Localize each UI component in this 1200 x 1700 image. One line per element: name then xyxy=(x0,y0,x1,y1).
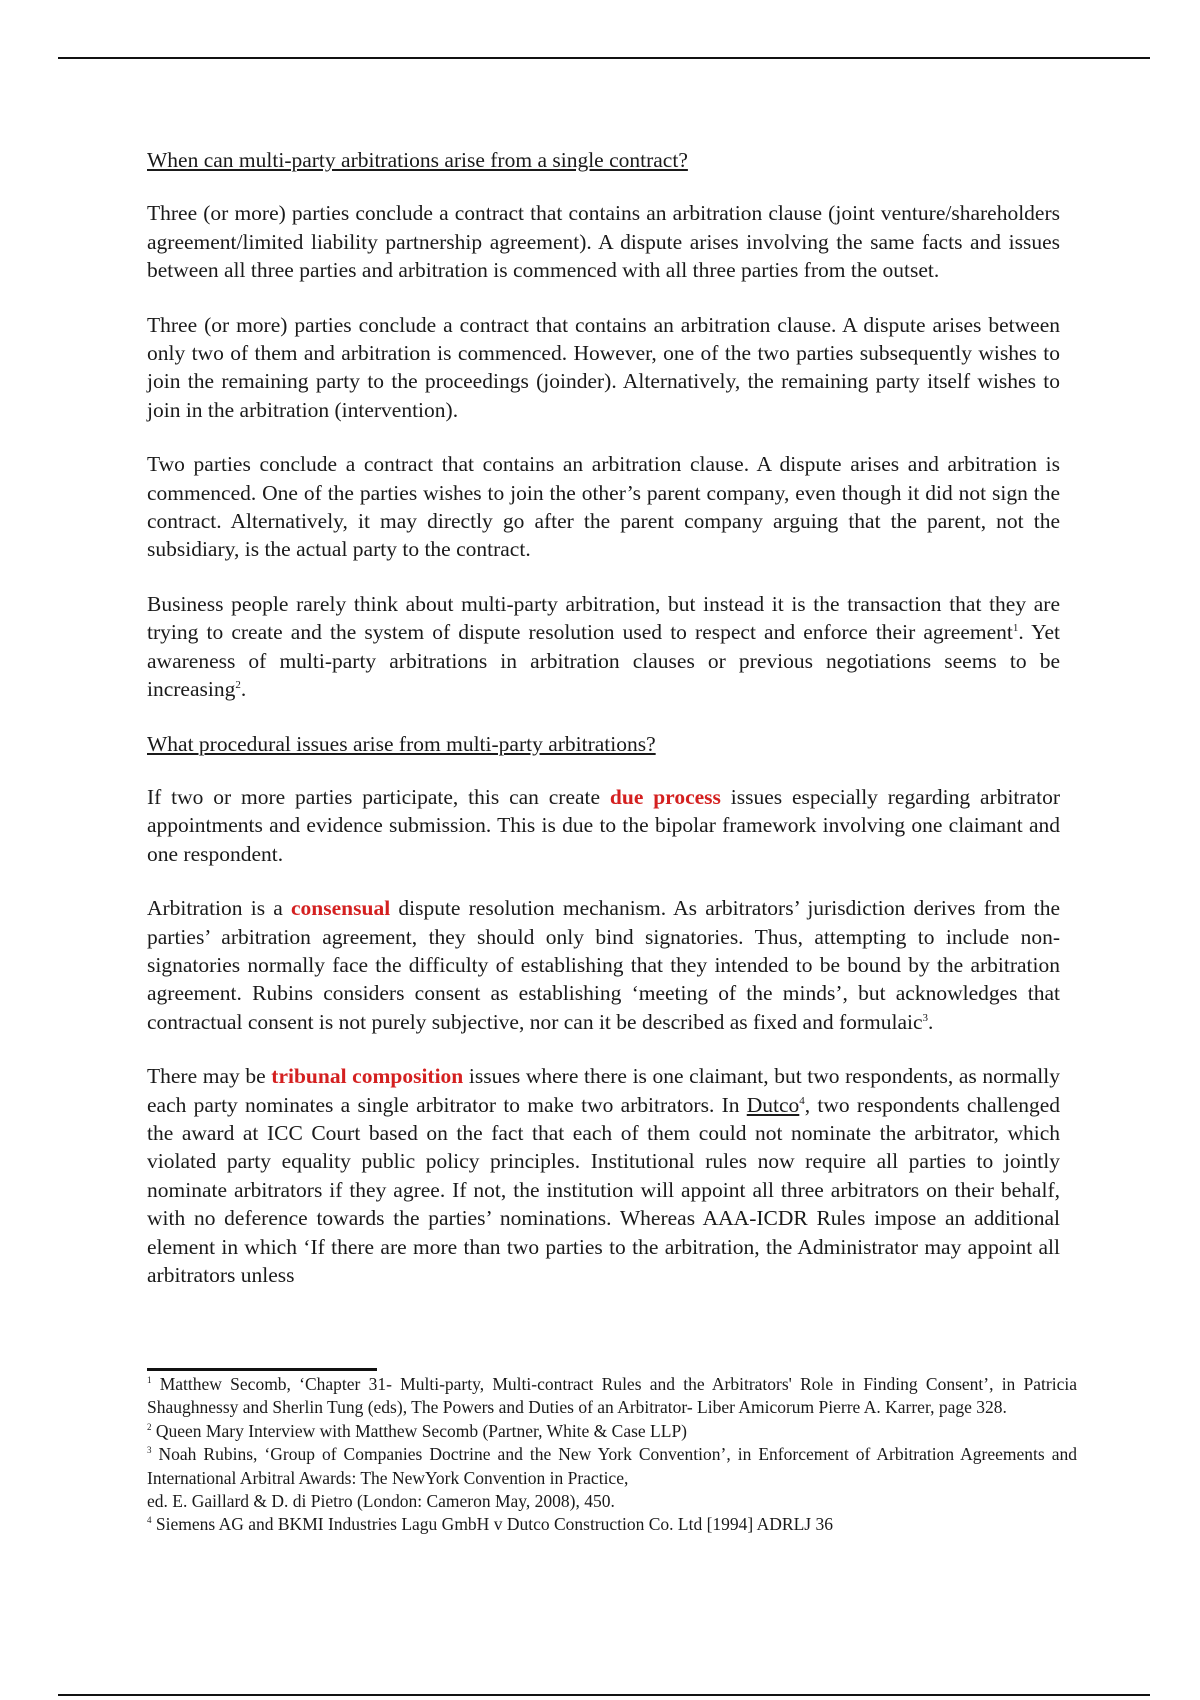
section-heading: When can multi-party arbitrations arise from a single contract? xyxy=(147,148,688,172)
footnote-ref[interactable]: 3 xyxy=(922,1011,929,1024)
paragraph: There may be tribunal composition issues where there is one claimant, but two respondents, as normally each party nominates a single arbitrator to make two arbitrators. In Dutco$^4$, two respondents challenged the award at ICC Court based on the fact that each of them could not nominate the arbitrator, which violated party equality public policy principles. Institutional rules now require all parties to jointly nominate arbitrators if they agree. If not, the institution will appoint all three arbitrators on their behalf, with no deference towards the parties’ nominations. Whereas AAA-ICDR Rules impose an additional element in which ‘If there are more than two parties to the arbitration, the Administrator may appoint all arbitrators unless xyxy=(147,1064,1060,1287)
footnote: $^3$ Noah Rubins, ‘Group of Companies Doctrine and the New York Convention’, in Enforcement of Arbitration Agreements and International Arbitral Awards: The NewYork Convention in Practice, ed. E. Gaillard & D. di Pietro (London: Cameron May, 2008), 450. xyxy=(147,1444,1077,1512)
highlighted-term: consensual xyxy=(291,896,391,921)
paragraph: Arbitration is a consensual dispute resolution mechanism. As arbitrators’ jurisdiction derives from the parties’ arbitration agreement, they should only bind signatories. Thus, attempting to include non-signatories normally face the difficulty of establishing that they intended to be bound by the arbitration agreement. Rubins considers consent as establishing ‘meeting of the minds’, but acknowledges that contractual consent is not purely subjective, nor can it be described as fixed and formulaic$^3$. xyxy=(147,896,1060,1034)
paragraph: If two or more parties participate, this can create due process issues especially regarding arbitrator appointments and evidence submission. This is due to the bipolar framework involving one claimant and one respondent. xyxy=(147,784,1060,866)
header-rule xyxy=(58,57,1150,59)
footnote-separator xyxy=(147,1368,377,1371)
footnote: $^1$ Matthew Secomb, ‘Chapter 31- Multi-party, Multi-contract Rules and the Arbitrators' Role in Finding Consent’, in Patricia Shaughnessy and Sherlin Tung (eds), The Powers and Duties of an Arbitrator- Liber Amicorum Pierre A. Karrer, page 328. xyxy=(147,1374,1077,1418)
footnote-ref[interactable]: 4 xyxy=(799,1094,805,1107)
footnote-ref[interactable]: 2 xyxy=(235,678,241,691)
document-body xyxy=(147,146,1060,1315)
paragraph: Two parties conclude a contract that contains an arbitration clause. A dispute arises and arbitration is commenced. One of the parties wishes to join the other’s parent company, even though it did not sign the contract. Alternatively, it may directly go after the parent company arguing that the parent, not the subsidiary, is the actual party to the contract. xyxy=(147,452,1060,562)
section-heading: What procedural issues arise from multi-party arbitrations? xyxy=(147,731,656,756)
footer-rule xyxy=(58,1694,1150,1696)
footnote-ref[interactable]: 1 xyxy=(1012,622,1019,635)
case-name: Dutco xyxy=(746,1092,800,1117)
paragraph: Business people rarely think about multi-party arbitration, but instead it is the transaction that they are trying to create and the system of dispute resolution used to respect and enforce their agreement$^1$. Yet awareness of multi-party arbitrations in arbitration clauses or previous negotiations seems to be increasing$^2$. xyxy=(147,591,1060,702)
footnote: $^2$ Queen Mary Interview with Matthew Secomb (Partner, White & Case LLP) xyxy=(147,1420,688,1441)
highlighted-term: tribunal composition xyxy=(271,1064,464,1089)
paragraph: Three (or more) parties conclude a contract that contains an arbitration clause. A dispute arises between only two of them and arbitration is commenced. However, one of the two parties subsequently wishes to join the remaining party to the proceedings (joinder). Alternatively, the remaining party itself wishes to join in the arbitration (intervention). xyxy=(147,312,1060,422)
footnote: $^4$ Siemens AG and BKMI Industries Lagu GmbH v Dutco Construction Co. Ltd [1994] ADRLJ 36 xyxy=(147,1514,833,1535)
footnotes xyxy=(147,1373,1077,1537)
paragraph: Three (or more) parties conclude a contract that contains an arbitration clause (joint venture/shareholders agreement/limited liability partnership agreement). A dispute arises involving the same facts and issues between all three parties and arbitration is commenced with all three parties from the outset. xyxy=(147,201,1060,283)
highlighted-term: due process xyxy=(609,784,721,809)
